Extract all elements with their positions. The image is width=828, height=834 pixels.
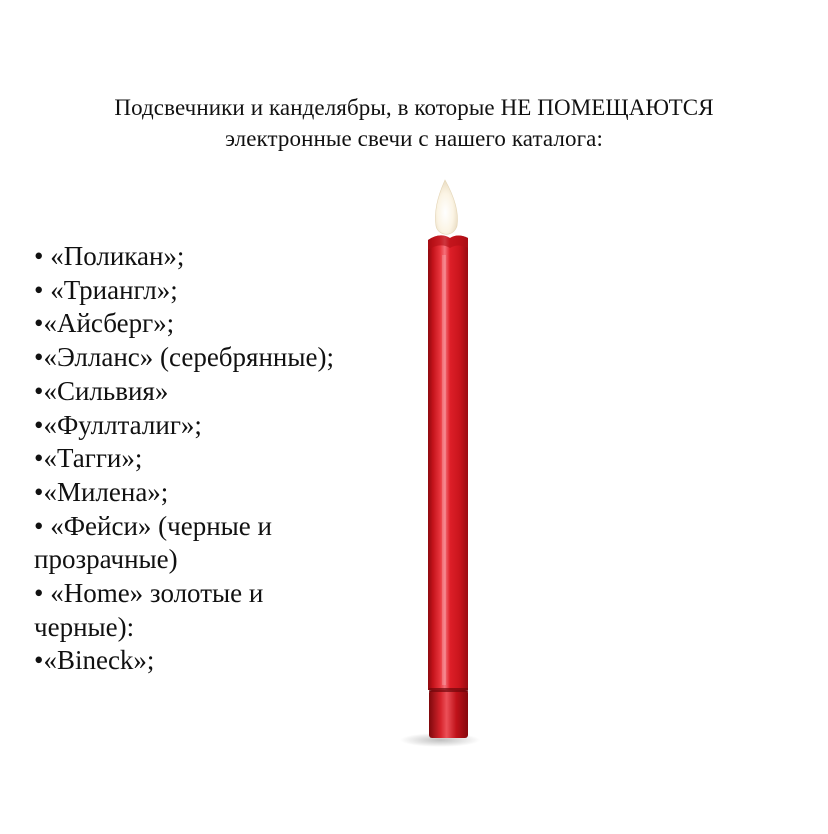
list-item: •«Тагги»; [34, 443, 143, 474]
list-item: • «Home» золотые и [34, 578, 264, 609]
list-item: •«Элланс» (серебрянные); [34, 342, 334, 373]
list-item: •«Bineck»; [34, 645, 155, 676]
list-item: •«Сильвия» [34, 375, 169, 406]
candle-base [429, 690, 468, 738]
list-item: • «Триангл»; [34, 274, 178, 305]
candle-body [428, 235, 468, 690]
incompatible-holders-list [34, 240, 414, 678]
list-item: • «Фейси» (черные и [34, 510, 272, 541]
list-item-continued: прозрачные) [34, 544, 178, 575]
list-item: •«Милена»; [34, 476, 169, 507]
flame-icon [435, 180, 457, 234]
red-led-candle-image [398, 170, 508, 760]
list-item: •«Айсберг»; [34, 308, 175, 339]
list-item: •«Фуллталиг»; [34, 409, 202, 440]
page-heading [0, 92, 828, 154]
list-item-continued: черные): [34, 611, 135, 642]
heading-line-2: электронные свечи с нашего каталога: [225, 126, 603, 151]
heading-line-1: Подсвечники и канделябры, в которые НЕ ПОМЕЩАЮТСЯ [114, 95, 714, 120]
list-item: • «Поликан»; [34, 241, 185, 271]
